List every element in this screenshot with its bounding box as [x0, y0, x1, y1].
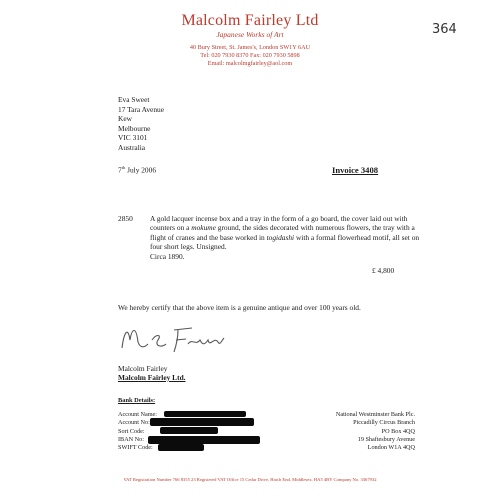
company-tagline: Japanese Works of Art — [216, 30, 284, 39]
signature-image — [118, 318, 228, 360]
company-email: Email: malcolmgfairley@aol.com — [207, 60, 293, 67]
handwritten-reference-number: 364 — [432, 22, 457, 37]
item-desc-part: with a formal flowerhead motif, all set on four short legs. Unsigned. — [150, 232, 420, 252]
bank-address-line: PO Box 4QQ — [381, 427, 415, 435]
redaction-bar — [164, 411, 246, 417]
bank-address-line: 19 Shaftesbury Avenue — [357, 435, 415, 443]
footer-registration: VAT Registration Number 766 8355 23 Registered VAT Office 15 Cedar Drive, Hatch End, Middlesex, HA5 4BY Company No. 3367932 — [123, 477, 377, 482]
company-name: Malcolm Fairley Ltd — [181, 12, 319, 29]
redaction-bar — [160, 427, 218, 434]
item-circa: Circa 1890. — [150, 251, 185, 261]
recipient-line: VIC 3101 — [118, 133, 148, 143]
bank-label: Account No: — [118, 419, 150, 427]
signatory — [118, 364, 186, 382]
redaction-bar — [158, 444, 204, 451]
signatory-company: Malcolm Fairley Ltd. — [118, 373, 186, 382]
recipient-address — [118, 95, 164, 153]
item-price: £ 4,800 — [372, 266, 395, 275]
company-phone-fax: Tel: 020 7930 8370 Fax: 020 7930 5898 — [200, 52, 300, 59]
item-desc-italic: mokume — [191, 223, 216, 233]
bank-address-line: National Westminster Bank Plc. — [335, 411, 415, 418]
bank-label: Sort Code: — [118, 427, 145, 435]
item-desc-italic: togidashi — [266, 232, 295, 242]
recipient-line: Australia — [118, 142, 146, 152]
bank-address — [290, 411, 415, 452]
bank-label: Account Name: — [118, 411, 158, 418]
signatory-name: Malcolm Fairley — [118, 364, 168, 373]
redaction-bar — [150, 418, 254, 426]
date-suffix: th — [121, 165, 126, 170]
company-address: 40 Bury Street, St. James's, London SW1Y 6AU — [189, 44, 311, 51]
bank-label: SWIFT Code: — [118, 444, 153, 452]
bank-label: IBAN No: — [118, 435, 144, 443]
bank-address-line: London W1A 4QQ — [367, 444, 415, 452]
bank-details-heading: Bank Details: — [118, 397, 156, 404]
date-month-year: July 2006 — [125, 165, 157, 175]
recipient-line: Kew — [118, 114, 132, 124]
invoice-number: Invoice 3408 — [332, 165, 379, 175]
item-desc-part: ground, the sides decorated with numerous flowers, the tray with a flight of cranes and the base worked in — [150, 223, 415, 242]
recipient-line: Eva Sweet — [118, 95, 150, 104]
item-number: 2850 — [118, 214, 133, 223]
invoice-date — [118, 165, 156, 174]
recipient-line: 17 Tara Avenue — [118, 104, 164, 114]
recipient-line: Melbourne — [118, 123, 151, 133]
date-day: 7 — [118, 165, 122, 175]
redaction-bar — [148, 436, 260, 444]
bank-address-line: Piccadilly Circus Branch — [353, 419, 415, 427]
item-description — [150, 214, 422, 261]
certification-statement: We hereby certify that the above item is a genuine antique and over 100 years old. — [118, 303, 361, 312]
item-desc-part: A gold lacquer incense box and a tray in the form of a go board, the cover laid out with counters on a — [150, 214, 408, 233]
